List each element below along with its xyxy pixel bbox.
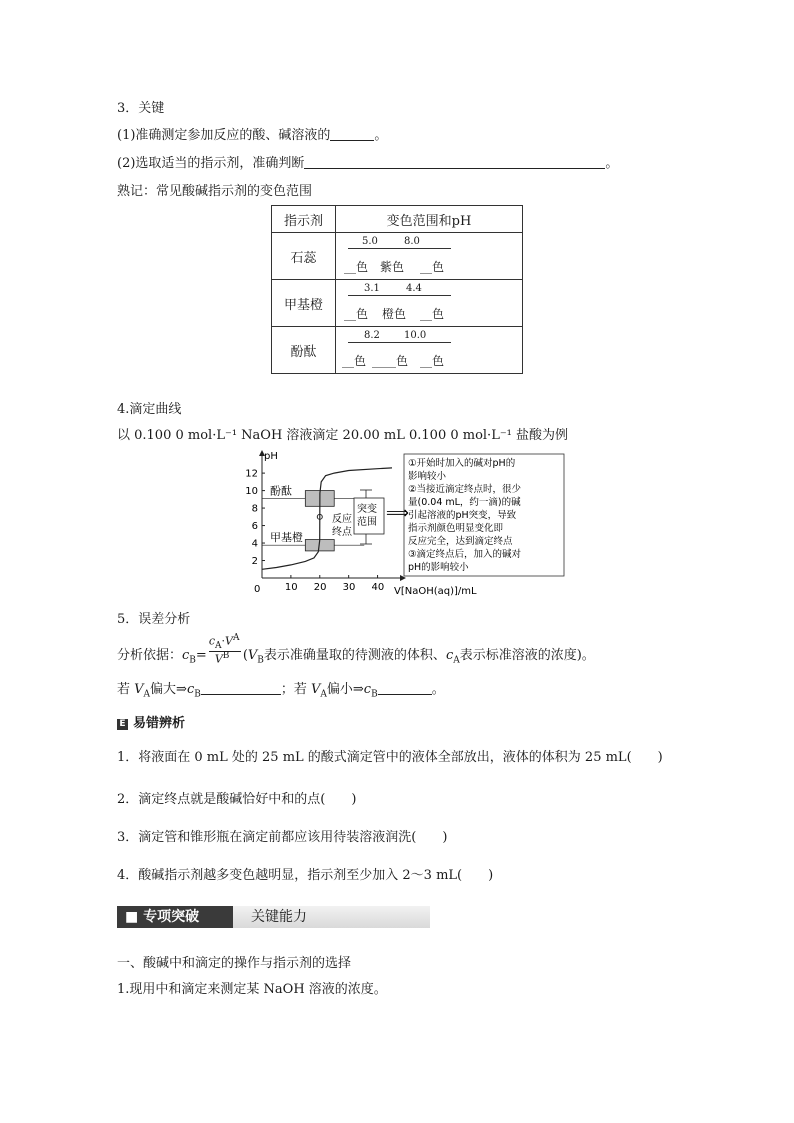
color-range [336,280,522,326]
fill-blank[interactable] [304,168,605,169]
table-row [272,280,523,327]
color-segment: ____色 [372,354,409,368]
note-line: 反应完全，达到滴定终点 [408,536,513,547]
equals-sign: = [195,648,207,663]
note-line: 量(0.04 mL，约一滴)的碱 [408,497,521,508]
x-tick-label: 10 [284,582,298,593]
var-c: c [186,682,195,697]
subscript: A [232,633,240,643]
text: 表示准确量取的待测液的体积、 [263,648,446,663]
y-axis-label: pH [264,451,278,462]
var-v: V [225,634,233,648]
band-label: 甲基橙 [270,531,303,545]
section-3-title: 3．关键 [117,101,165,116]
color-range [336,233,522,279]
note-line: 指示剂颜色明显变化即 [408,523,504,534]
ph-scale-line [348,342,451,343]
y-tick-label: 6 [251,521,258,533]
color-segment: __色 [344,260,369,274]
sec3-item1-text: (1)准确测定参加反应的酸、碱溶液的 [117,128,331,143]
error-analysis-line [117,678,445,700]
sec3-item1 [117,124,387,143]
text: 偏大⇒ [150,682,187,697]
note-line: 影响较小 [408,471,447,482]
fraction-denominator [215,651,230,666]
subscript: A [215,640,222,651]
note-line: 引起溶液的pH突变，导致 [408,510,517,521]
subscript: B [257,655,264,666]
y-tick-label: 12 [245,468,258,480]
sec3-item2-text: (2)选取适当的指示剂，准确判断 [117,156,305,171]
fill-blank[interactable] [201,694,281,695]
color-segment: __色 [342,354,367,368]
subscript: B [189,655,196,666]
indicator-table [271,205,523,374]
var-v: V [134,682,144,697]
subscript: B [371,689,378,700]
color-segment: __色 [420,260,445,274]
color-segment: __色 [420,354,445,368]
subscript: B [194,689,201,700]
text: 偏小⇒ [326,682,364,697]
origin-label: 0 [254,584,261,595]
section-4-title: 4.滴定曲线 [117,402,182,417]
notes-text [408,457,522,573]
table-header-range: 变色范围和pH [336,206,523,233]
color-segment: 橙色 [382,307,407,321]
var-c: c [363,682,372,697]
question-1: 1.现用中和滴定来测定某 NaOH 溶液的浓度。 [117,982,387,997]
ph-scale-line [348,295,451,296]
subscript: A [453,655,460,666]
part-1-title: 一、酸碱中和滴定的操作与指示剂的选择 [117,956,352,971]
section-bar-light: 关键能力 [233,906,430,928]
ph-tick: 10.0 [404,330,427,341]
basis-label: 分析依据： [117,648,183,663]
note-line: ①开始时加入的碱对pH的 [408,458,516,469]
text: ；若 [280,682,311,697]
arrow-icon: ⟹ [386,503,409,522]
y-tick-label: 10 [245,486,258,498]
easy-wrong-title: 易错辨析 [133,716,186,731]
judge-item: 1．将液面在 0 mL 处的 25 mL 的酸式滴定管中的液体全部放出，液体的体积为 25 mL( ) [117,750,663,765]
note-line: ③滴定终点后，加入的碱对 [408,549,522,560]
judge-item: 4．酸碱指示剂越多变色越明显，指示剂至少加入 2～3 mL( ) [117,868,494,883]
x-tick-label: 30 [342,582,356,593]
color-range [336,327,522,373]
section-header-bar [117,906,430,928]
var-c: c [208,634,215,648]
fraction-numerator [209,633,240,651]
ph-tick: 8.0 [404,236,420,247]
sec3-item1-end: 。 [374,128,388,143]
titration-curve-chart [228,446,568,596]
text: 。 [431,682,445,697]
var-v: V [310,682,321,697]
y-tick-label: 2 [251,556,258,568]
sec3-item2-end: 。 [605,156,619,171]
ph-tick: 4.4 [406,283,422,294]
subscript: A [320,689,327,700]
analysis-basis [117,633,595,666]
ph-scale-line [348,248,451,249]
fill-blank[interactable] [378,694,432,695]
indicator-name: 石蕊 [272,233,336,280]
var-v: V [247,648,258,663]
judge-item: 2．滴定终点就是酸碱恰好中和的点( ) [117,792,357,807]
memo-text: 熟记：常见酸碱指示剂的变色范围 [117,184,313,199]
table-row [272,233,523,280]
subscript: A [143,689,151,700]
x-tick-label: 20 [313,582,327,593]
section-4-desc: 以 0.100 0 mol·L⁻¹ NaOH 溶液滴定 20.00 mL 0.100 0 mol·L⁻¹ 盐酸为例 [117,428,569,443]
section-5-title: 5．误差分析 [117,612,191,627]
color-segment: 紫色 [380,260,405,274]
endpoint-label-line: 反应 [332,514,352,525]
indicator-name: 甲基橙 [272,280,336,327]
text: ( [242,648,248,663]
jump-label-line: 突变 [357,504,377,515]
note-line: ②当接近滴定终点时，很少 [408,484,522,495]
fill-blank[interactable] [330,140,374,141]
color-segment: __色 [420,307,445,321]
jump-label-line: 范围 [357,517,377,528]
y-tick-label: 4 [251,538,258,550]
text: 表示标准溶液的浓度)。 [459,648,595,663]
band-label: 酚酞 [270,484,292,498]
color-segment: __色 [344,307,369,321]
ph-tick: 8.2 [364,330,380,341]
subscript: B [222,651,230,661]
sec3-item2 [117,152,618,171]
ph-tick: 3.1 [364,283,380,294]
judge-item: 3．滴定管和锥形瓶在滴定前都应该用待装溶液润洗( ) [117,830,448,845]
endpoint-label [332,512,355,538]
dot-operator: · [221,634,225,648]
x-tick-label: 40 [371,582,385,593]
note-line: pH的影响较小 [408,562,469,573]
var-c: c [445,648,454,663]
var-v: V [214,652,223,666]
y-tick-label: 8 [251,503,258,515]
indicator-name: 酚酞 [272,327,336,374]
text: 若 [117,682,135,697]
x-axis-label: V[NaOH(aq)]/mL [394,586,477,596]
section-bar-dark: ■ 专项突破 [117,906,233,928]
fraction [207,633,243,666]
ph-tick: 5.0 [362,236,378,247]
var-c: c [182,648,190,663]
tag-icon: E [117,719,128,730]
endpoint-label-line: 终点 [332,527,352,538]
table-header-indicator: 指示剂 [272,206,336,233]
table-row [272,327,523,374]
easy-wrong-heading [117,712,185,731]
